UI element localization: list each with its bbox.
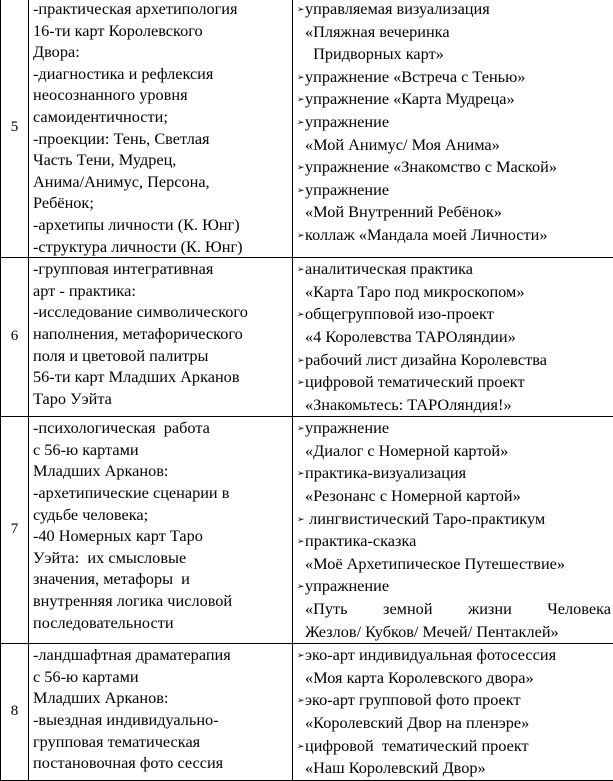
- activity-line: [297, 644, 611, 667]
- topic-line: [33, 41, 290, 63]
- topic-cell: [29, 258, 293, 417]
- topic-line: [33, 366, 290, 388]
- activity-text: Жезлов/ Кубков/ Мечей/ Пентаклей»: [305, 622, 559, 641]
- topic-text: самоидентичности;: [33, 107, 168, 126]
- bullet-arrow-icon: ➢: [297, 372, 303, 394]
- bullet-arrow-icon: ➢: [297, 112, 303, 134]
- activity-text: управляемая визуализация: [305, 0, 490, 18]
- topic-text: Младших Арканов:: [33, 688, 168, 707]
- row-number: 6: [1, 258, 29, 417]
- activity-text: лингвистический Таро-практикум: [305, 509, 545, 528]
- activity-text: рабочий лист дизайна Королевства: [305, 350, 547, 369]
- activity-line: [297, 281, 611, 304]
- bullet-arrow-icon: ➢: [297, 576, 303, 598]
- activity-line: [297, 201, 611, 224]
- table-row: [1, 644, 613, 781]
- topic-line: [33, 323, 290, 345]
- topic-line: [33, 644, 290, 666]
- topic-line: [33, 106, 290, 128]
- activity-line: [297, 21, 611, 44]
- activity-text: «4 Королевства ТАРОляндии»: [305, 327, 516, 346]
- bullet-arrow-icon: ➢: [297, 180, 303, 202]
- activity-line: [297, 134, 611, 157]
- activity-line: [297, 258, 611, 281]
- activity-line: [297, 326, 611, 349]
- topic-text: судьбе человека;: [33, 505, 148, 524]
- activity-text: упражнение: [305, 418, 389, 437]
- topic-line: [33, 460, 290, 482]
- topic-text: 56-ти карт Младших Арканов: [33, 367, 240, 386]
- topic-cell: [29, 0, 293, 258]
- activity-line: [297, 440, 611, 463]
- activity-line: [297, 179, 611, 202]
- topic-text: Уэйта: их смысловые: [33, 548, 186, 567]
- topic-text: поля и цветовой палитры: [33, 346, 209, 365]
- activity-text: упражнение: [305, 180, 389, 199]
- table-row: [1, 0, 613, 258]
- topic-text: -практическая архетипология: [33, 0, 237, 18]
- table-row: [1, 417, 613, 644]
- activities-cell: [293, 0, 613, 258]
- topic-text: Часть Тени, Мудрец,: [33, 150, 176, 169]
- topic-line: [33, 301, 290, 323]
- topic-line: [33, 590, 290, 612]
- activity-line: [297, 156, 611, 179]
- topic-text: -диагностика и рефлексия: [33, 64, 213, 83]
- bullet-arrow-icon: ➢: [297, 509, 303, 531]
- activity-text: упражнение «Знакомство с Маской»: [305, 157, 557, 176]
- topic-cell: [29, 644, 293, 781]
- activity-line: [297, 462, 611, 485]
- topic-text: арт - практика:: [33, 281, 136, 300]
- activity-text: коллаж «Мандала моей Личности»: [305, 225, 548, 244]
- activity-text: цифровой тематический проект: [305, 372, 525, 391]
- topic-text: с 56-ю картами: [33, 440, 139, 459]
- activity-line: [297, 575, 611, 598]
- topic-line: [33, 171, 290, 193]
- topic-line: [33, 568, 290, 590]
- topic-text: Двора:: [33, 42, 80, 61]
- topic-text: Таро Уэйта: [33, 389, 112, 408]
- activity-line: [297, 667, 611, 690]
- topic-text: -исследование символического: [33, 302, 248, 321]
- topic-line: [33, 0, 290, 20]
- topic-text: Ребёнок;: [33, 193, 94, 212]
- bullet-arrow-icon: ➢: [297, 463, 303, 485]
- topic-text: -архетипические сценарии в: [33, 483, 229, 502]
- activity-line: [297, 371, 611, 394]
- topic-line: [33, 482, 290, 504]
- activity-text: «Наш Королевский Двор»: [305, 758, 486, 777]
- topic-line: [33, 20, 290, 42]
- topic-text: -групповая интегративная: [33, 259, 213, 278]
- activity-line: [297, 530, 611, 553]
- row-number: 5: [1, 0, 29, 258]
- activity-text: Придворных карт»: [305, 44, 444, 63]
- topic-line: [33, 687, 290, 709]
- bullet-arrow-icon: ➢: [297, 531, 303, 553]
- bullet-arrow-icon: ➢: [297, 259, 303, 281]
- activity-line: [297, 508, 611, 531]
- topic-line: [33, 709, 290, 731]
- topic-line: [33, 214, 290, 236]
- topic-line: [33, 63, 290, 85]
- activity-text: упражнение «Встреча с Тенью»: [305, 67, 525, 86]
- bullet-arrow-icon: ➢: [297, 690, 303, 712]
- topic-line: [33, 525, 290, 547]
- activity-text: «Путь земной жизни Человека: [305, 599, 611, 618]
- activity-text: общегрупповой изо-проект: [305, 304, 494, 323]
- activities-cell: [293, 258, 613, 417]
- topic-line: [33, 731, 290, 753]
- activity-text: упражнение: [305, 576, 389, 595]
- topic-text: Анима/Анимус, Персона,: [33, 172, 210, 191]
- bullet-arrow-icon: ➢: [297, 736, 303, 758]
- topic-text: постановочная фото сессия: [33, 753, 223, 772]
- topic-text: -структура личности (К. Юнг): [33, 237, 243, 256]
- activity-line: [297, 712, 611, 735]
- activity-line: [297, 417, 611, 440]
- activity-text: практика-визуализация: [305, 463, 466, 482]
- activity-text: «Пляжная вечеринка: [305, 22, 450, 41]
- topic-line: [33, 439, 290, 461]
- activity-line: [297, 66, 611, 89]
- activity-text: «Диалог с Номерной картой»: [305, 441, 508, 460]
- topic-text: -проекции: Тень, Светлая: [33, 129, 210, 148]
- topic-line: [33, 128, 290, 150]
- bullet-arrow-icon: ➢: [297, 304, 303, 326]
- activity-line: [297, 485, 611, 508]
- row-number: 7: [1, 417, 29, 644]
- topic-line: [33, 258, 290, 280]
- activity-line: [297, 224, 611, 247]
- topic-text: -выездная индивидуально-: [33, 710, 219, 729]
- topic-text: последовательности: [33, 613, 174, 632]
- topic-cell: [29, 417, 293, 644]
- topic-text: значения, метафоры и: [33, 569, 190, 588]
- activity-text: эко-арт групповой фото проект: [305, 690, 521, 709]
- row-number: 8: [1, 644, 29, 781]
- activity-text: «Мой Внутренний Ребёнок»: [305, 202, 502, 221]
- topic-text: наполнения, метафорического: [33, 324, 243, 343]
- activity-text: «Королевский Двор на пленэре»: [305, 713, 529, 732]
- activity-line: [297, 598, 611, 621]
- activity-line: [297, 303, 611, 326]
- topic-line: [33, 752, 290, 774]
- topic-line: [33, 417, 290, 439]
- topic-text: -психологическая работа: [33, 418, 210, 437]
- bullet-arrow-icon: ➢: [297, 89, 303, 111]
- activity-text: упражнение: [305, 112, 389, 131]
- topic-text: -40 Номерных карт Таро: [33, 526, 203, 545]
- bullet-arrow-icon: ➢: [297, 67, 303, 89]
- activity-line: [297, 111, 611, 134]
- activity-text: аналитическая практика: [305, 259, 473, 278]
- topic-line: [33, 388, 290, 410]
- activities-cell: [293, 417, 613, 644]
- activity-text: «Моя карта Королевского двора»: [305, 668, 534, 687]
- topic-line: [33, 149, 290, 171]
- activity-line: [297, 689, 611, 712]
- activity-text: эко-арт индивидуальная фотосессия: [305, 645, 556, 664]
- activity-text: «Мой Анимус/ Моя Анима»: [305, 135, 500, 154]
- activity-text: «Знакомьтесь: ТАРОляндия!»: [305, 395, 512, 414]
- activity-text: практика-сказка: [305, 531, 416, 550]
- topic-line: [33, 236, 290, 258]
- activity-text: «Моё Архетипическое Путешествие»: [305, 554, 565, 573]
- table-row: [1, 258, 613, 417]
- topic-line: [33, 547, 290, 569]
- activity-text: упражнение «Карта Мудреца»: [305, 89, 515, 108]
- topic-text: с 56-ю картами: [33, 667, 139, 686]
- topic-text: внутренняя логика числовой: [33, 591, 232, 610]
- activity-line: [297, 757, 611, 780]
- topic-text: групповая тематическая: [33, 732, 200, 751]
- topic-text: неосознанного уровня: [33, 85, 188, 104]
- bullet-arrow-icon: ➢: [297, 418, 303, 440]
- activity-text: «Карта Таро под микроскопом»: [305, 282, 524, 301]
- activity-line: [297, 43, 611, 66]
- topic-text: 16-ти карт Королевского: [33, 21, 203, 40]
- activity-line: [297, 621, 611, 644]
- topic-line: [33, 192, 290, 214]
- activity-text: цифровой тематический проект: [305, 736, 529, 755]
- topic-line: [33, 504, 290, 526]
- topic-line: [33, 612, 290, 634]
- activity-line: [297, 349, 611, 372]
- activity-text: «Резонанс с Номерной картой»: [305, 486, 521, 505]
- activity-line: [297, 0, 611, 21]
- bullet-arrow-icon: ➢: [297, 225, 303, 247]
- bullet-arrow-icon: ➢: [297, 350, 303, 372]
- topic-line: [33, 84, 290, 106]
- activities-cell: [293, 644, 613, 781]
- activity-line: [297, 553, 611, 576]
- activity-line: [297, 88, 611, 111]
- topic-line: [33, 666, 290, 688]
- activity-line: [297, 394, 611, 417]
- bullet-arrow-icon: ➢: [297, 157, 303, 179]
- bullet-arrow-icon: ➢: [297, 645, 303, 667]
- topic-text: -архетипы личности (К. Юнг): [33, 215, 240, 234]
- topic-text: Младших Арканов:: [33, 461, 168, 480]
- topic-text: -ландшафтная драматерапия: [33, 645, 231, 664]
- bullet-arrow-icon: ➢: [297, 0, 303, 21]
- topic-line: [33, 280, 290, 302]
- topic-line: [33, 345, 290, 367]
